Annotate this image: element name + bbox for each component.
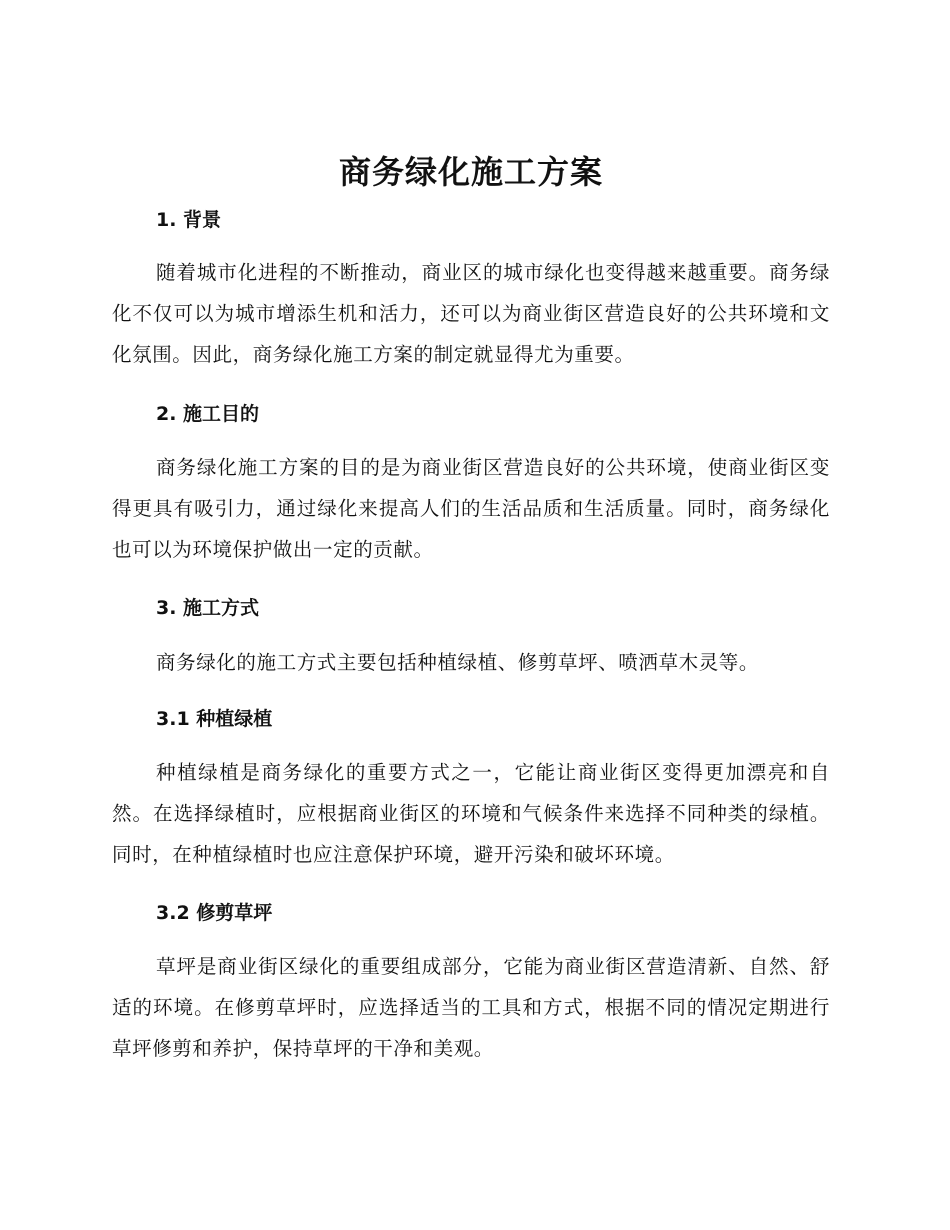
section-lawn bbox=[112, 899, 830, 927]
section-paragraph: 种植绿植是商务绿化的重要方式之一，它能让商业街区变得更加漂亮和自然。在选择绿植时，应根据商业街区的环境和气候条件来选择不同种类的绿植。同时，在种植绿植时也应注意保护环境，避开污染和破坏环境。 bbox=[112, 761, 830, 866]
document-title: 商务绿化施工方案 bbox=[338, 153, 603, 191]
section-heading: 2. 施工目的 bbox=[156, 403, 260, 425]
section-method bbox=[112, 594, 830, 622]
section-lawn-body bbox=[112, 946, 830, 1069]
section-purpose bbox=[112, 400, 830, 428]
section-paragraph: 商务绿化施工方案的目的是为商业街区营造良好的公共环境，使商业街区变得更具有吸引力，通过绿化来提高人们的生活品质和生活质量。同时，商务绿化也可以为环境保护做出一定的贡献。 bbox=[112, 456, 830, 561]
section-background-body bbox=[112, 252, 830, 375]
section-heading: 3.2 修剪草坪 bbox=[156, 902, 273, 924]
section-heading: 3. 施工方式 bbox=[156, 597, 260, 619]
section-planting bbox=[112, 705, 830, 733]
section-paragraph: 草坪是商业街区绿化的重要组成部分，它能为商业街区营造清新、自然、舒适的环境。在修剪草坪时，应选择适当的工具和方式，根据不同的情况定期进行草坪修剪和养护，保持草坪的干净和美观。 bbox=[112, 955, 830, 1060]
section-heading: 1. 背景 bbox=[156, 209, 222, 231]
section-heading: 3.1 种植绿植 bbox=[156, 708, 273, 730]
section-paragraph: 随着城市化进程的不断推动，商业区的城市绿化也变得越来越重要。商务绿化不仅可以为城市增添生机和活力，还可以为商业街区营造良好的公共环境和文化氛围。因此，商务绿化施工方案的制定就显得尤为重要。 bbox=[112, 261, 830, 366]
section-paragraph: 商务绿化的施工方式主要包括种植绿植、修剪草坪、喷洒草木灵等。 bbox=[156, 651, 760, 674]
section-planting-body bbox=[112, 752, 830, 875]
section-background bbox=[112, 206, 830, 234]
section-purpose-body bbox=[112, 447, 830, 570]
section-method-body bbox=[112, 642, 830, 683]
